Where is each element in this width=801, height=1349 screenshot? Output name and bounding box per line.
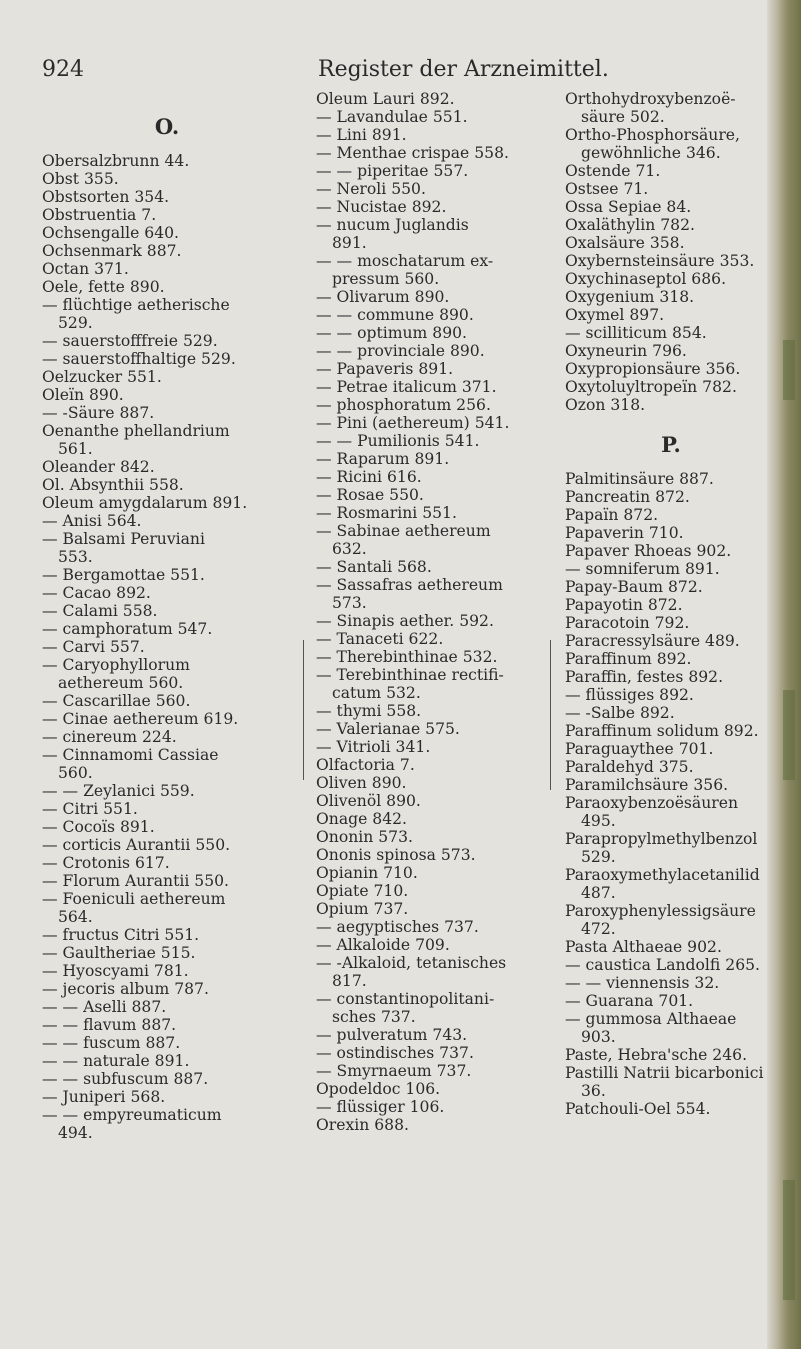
column-rule [303,640,304,780]
index-entry: 529. [581,848,616,866]
entry-list [42,152,292,1142]
index-entry: pressum 560. [332,270,440,288]
index-entry: 903. [581,1028,616,1046]
index-entry: — — optimum 890. [316,324,468,342]
index-entry: Olivenöl 890. [316,792,421,810]
index-entry: — Sabinae aethereum [316,522,491,540]
index-entry: Oele, fette 890. [42,278,165,296]
index-entry: 553. [58,548,93,566]
index-entry: — Neroli 550. [316,180,426,198]
index-entry: — — empyreumaticum [42,1106,222,1124]
index-entry: Paraffinum solidum 892. [565,722,759,740]
index-entry: — -Salbe 892. [565,704,675,722]
index-entry: — camphoratum 547. [42,620,213,638]
index-entry: 487. [581,884,616,902]
index-entry: Octan 371. [42,260,129,278]
index-entry: — sauerstoffhaltige 529. [42,350,236,368]
index-entry: Obstruentia 7. [42,206,157,224]
index-entry: — — fuscum 887. [42,1034,181,1052]
index-entry: Orexin 688. [316,1116,409,1134]
index-entry: Oxaläthylin 782. [565,216,695,234]
index-entry: — Guarana 701. [565,992,694,1010]
section-letter-o: O. [154,114,180,139]
index-entry: Paroxyphenylessigsäure [565,902,756,920]
index-entry: Paraguaythee 701. [565,740,714,758]
index-entry: — — commune 890. [316,306,474,324]
index-entry: Ostende 71. [565,162,661,180]
index-entry: gewöhnliche 346. [581,144,721,162]
index-entry: Oleïn 890. [42,386,124,404]
index-entry: 529. [58,314,93,332]
index-entry: — ostindisches 737. [316,1044,474,1062]
index-entry: — caustica Landolfi 265. [565,956,760,974]
index-entry: — Smyrnaeum 737. [316,1062,472,1080]
index-entry: — gummosa Althaeae [565,1010,737,1028]
index-entry: Oenanthe phellandrium [42,422,230,440]
index-entry: Oelzucker 551. [42,368,162,386]
index-entry: Oleum amygdalarum 891. [42,494,248,512]
index-entry: Paraffin, festes 892. [565,668,724,686]
index-entry: — Menthae crispae 558. [316,144,509,162]
index-entry: Paramilchsäure 356. [565,776,729,794]
index-entry: — Valerianae 575. [316,720,460,738]
index-entry: Opianin 710. [316,864,418,882]
index-entry: Patchouli-Oel 554. [565,1100,711,1118]
index-entry: Paste, Hebra'sche 246. [565,1046,748,1064]
index-entry: — — naturale 891. [42,1052,190,1070]
edge-stain [783,690,795,780]
index-entry: Opiate 710. [316,882,409,900]
index-entry: — Citri 551. [42,800,138,818]
index-entry: — pulveratum 743. [316,1026,468,1044]
index-entry: — jecoris album 787. [42,980,209,998]
index-entry: — thymi 558. [316,702,422,720]
index-entry: Pasta Althaeae 902. [565,938,722,956]
index-entry: Obst 355. [42,170,119,188]
index-entry: — Alkaloide 709. [316,936,450,954]
index-entry: — Lini 891. [316,126,407,144]
index-entry: Ochsengalle 640. [42,224,179,242]
index-entry: 36. [581,1082,606,1100]
index-entry: — cinereum 224. [42,728,177,746]
index-entry: Oxychinaseptol 686. [565,270,727,288]
index-entry: — — Zeylanici 559. [42,782,195,800]
running-title: Register der Arzneimittel. [318,57,609,82]
index-entry: — fructus Citri 551. [42,926,200,944]
index-entry: Papaverin 710. [565,524,684,542]
index-entry: — Rosae 550. [316,486,424,504]
index-entry: Paraoxybenzoësäuren [565,794,738,812]
index-entry: Ol. Absynthii 558. [42,476,184,494]
index-entry: — somniferum 891. [565,560,720,578]
index-entry: — Papaveris 891. [316,360,454,378]
index-entry: — scilliticum 854. [565,324,707,342]
index-entry: 632. [332,540,367,558]
index-entry: 573. [332,594,367,612]
index-entry: 494. [58,1124,93,1142]
index-entry: — Calami 558. [42,602,158,620]
index-entry: — constantinopolitani- [316,990,495,1008]
index-entry: — Florum Aurantii 550. [42,872,230,890]
index-entry: — Bergamottae 551. [42,566,205,584]
index-entry: Papaver Rhoeas 902. [565,542,732,560]
index-entry: Papayotin 872. [565,596,683,614]
index-entry: — Caryophyllorum [42,656,190,674]
index-entry: Oleum Lauri 892. [316,90,455,108]
index-entry: — — viennensis 32. [565,974,720,992]
index-entry: Orthohydroxybenzoë- [565,90,736,108]
index-entry: säure 502. [581,108,665,126]
entry-list [316,90,538,1134]
index-entry: — Olivarum 890. [316,288,450,306]
index-entry: Oxyneurin 796. [565,342,687,360]
index-entry: Opodeldoc 106. [316,1080,441,1098]
index-entry: — Cascarillae 560. [42,692,191,710]
edge-stain [783,1180,795,1300]
index-entry: — Terebinthinae rectifi- [316,666,504,684]
index-entry: 472. [581,920,616,938]
index-entry: — Gaultheriae 515. [42,944,196,962]
index-entry: Obstsorten 354. [42,188,170,206]
index-entry: — aegyptisches 737. [316,918,479,936]
index-entry: — — moschatarum ex- [316,252,494,270]
index-entry: — Pini (aethereum) 541. [316,414,510,432]
index-entry: Oxytoluyltropeïn 782. [565,378,737,396]
index-entry: — — Aselli 887. [42,998,167,1016]
column-rule [550,640,551,790]
index-entry: Ortho-Phosphorsäure, [565,126,740,144]
index-entry: — phosphoratum 256. [316,396,491,414]
index-entry: — Ricini 616. [316,468,422,486]
index-entry: Paracressylsäure 489. [565,632,740,650]
index-entry: — — provinciale 890. [316,342,485,360]
index-entry: Papay-Baum 872. [565,578,703,596]
index-entry: — Tanaceti 622. [316,630,444,648]
index-entry: aethereum 560. [58,674,184,692]
index-entry: — nucum Juglandis [316,216,469,234]
index-entry: 495. [581,812,616,830]
index-entry: Parapropylmethylbenzol [565,830,758,848]
index-entry: 891. [332,234,367,252]
index-entry: — Cacao 892. [42,584,151,602]
section-letter-p: P. [661,432,681,457]
index-entry: Oxybernsteinsäure 353. [565,252,755,270]
index-column-2 [316,90,538,1134]
index-entry: Pancreatin 872. [565,488,690,506]
index-entry: — Hyoscyami 781. [42,962,189,980]
index-entry: — Foeniculi aethereum [42,890,226,908]
index-entry: Paraffinum 892. [565,650,692,668]
entry-list [565,470,777,1118]
index-entry: — flüssiges 892. [565,686,694,704]
index-entry: — Rosmarini 551. [316,504,457,522]
index-entry: Obersalzbrunn 44. [42,152,190,170]
index-entry: Opium 737. [316,900,409,918]
index-entry: — Cinae aethereum 619. [42,710,239,728]
index-entry: — Petrae italicum 371. [316,378,497,396]
index-entry: — Raparum 891. [316,450,450,468]
index-entry: — Sassafras aethereum [316,576,503,594]
index-entry: — flüssiger 106. [316,1098,445,1116]
index-entry: — -Säure 887. [42,404,155,422]
index-entry: Paraoxymethylacetanilid [565,866,760,884]
index-entry: — Santali 568. [316,558,432,576]
index-entry: — Balsami Peruviani [42,530,205,548]
index-entry: Oxymel 897. [565,306,665,324]
index-entry: — Cocoïs 891. [42,818,155,836]
index-entry: — flüchtige aetherische [42,296,230,314]
index-entry: Oliven 890. [316,774,407,792]
index-entry: Ononis spinosa 573. [316,846,476,864]
index-entry: — Vitrioli 341. [316,738,431,756]
index-entry: Ononin 573. [316,828,413,846]
index-entry: 817. [332,972,367,990]
index-entry: — — Pumilionis 541. [316,432,480,450]
index-entry: — Lavandulae 551. [316,108,468,126]
index-entry: Pastilli Natrii bicarbonici [565,1064,764,1082]
index-entry: — -Alkaloid, tetanisches [316,954,507,972]
index-entry: Olfactoria 7. [316,756,415,774]
index-entry: Oxygenium 318. [565,288,695,306]
index-column-3 [565,90,777,1118]
index-entry: — Sinapis aether. 592. [316,612,494,630]
index-entry: catum 532. [332,684,421,702]
index-entry: 561. [58,440,93,458]
index-entry: Paracotoin 792. [565,614,690,632]
index-entry: Ochsenmark 887. [42,242,182,260]
page-number: 924 [42,57,84,82]
index-entry: Oxalsäure 358. [565,234,685,252]
index-entry: — Crotonis 617. [42,854,170,872]
index-entry: — Nucistae 892. [316,198,447,216]
index-entry: Oxypropionsäure 356. [565,360,741,378]
index-entry: Ossa Sepiae 84. [565,198,692,216]
index-entry: Ozon 318. [565,396,646,414]
index-entry: — Anisi 564. [42,512,142,530]
index-entry: Papaïn 872. [565,506,659,524]
page-header [0,52,801,88]
index-entry: — Carvi 557. [42,638,145,656]
index-entry: Onage 842. [316,810,408,828]
index-entry: sches 737. [332,1008,416,1026]
index-entry: — — subfuscum 887. [42,1070,209,1088]
index-entry: — corticis Aurantii 550. [42,836,231,854]
index-entry: — Cinnamomi Cassiae [42,746,219,764]
index-entry: Palmitinsäure 887. [565,470,714,488]
index-entry: 560. [58,764,93,782]
index-entry: Oleander 842. [42,458,155,476]
index-entry: — Juniperi 568. [42,1088,166,1106]
index-entry: Paraldehyd 375. [565,758,694,776]
index-entry: — sauerstofffreie 529. [42,332,218,350]
index-entry: 564. [58,908,93,926]
index-column-1 [42,90,292,1142]
entry-list [565,90,777,414]
index-entry: — — flavum 887. [42,1016,177,1034]
index-entry: — — piperitae 557. [316,162,469,180]
edge-stain [783,340,795,400]
index-entry: — Therebinthinae 532. [316,648,498,666]
index-entry: Ostsee 71. [565,180,649,198]
